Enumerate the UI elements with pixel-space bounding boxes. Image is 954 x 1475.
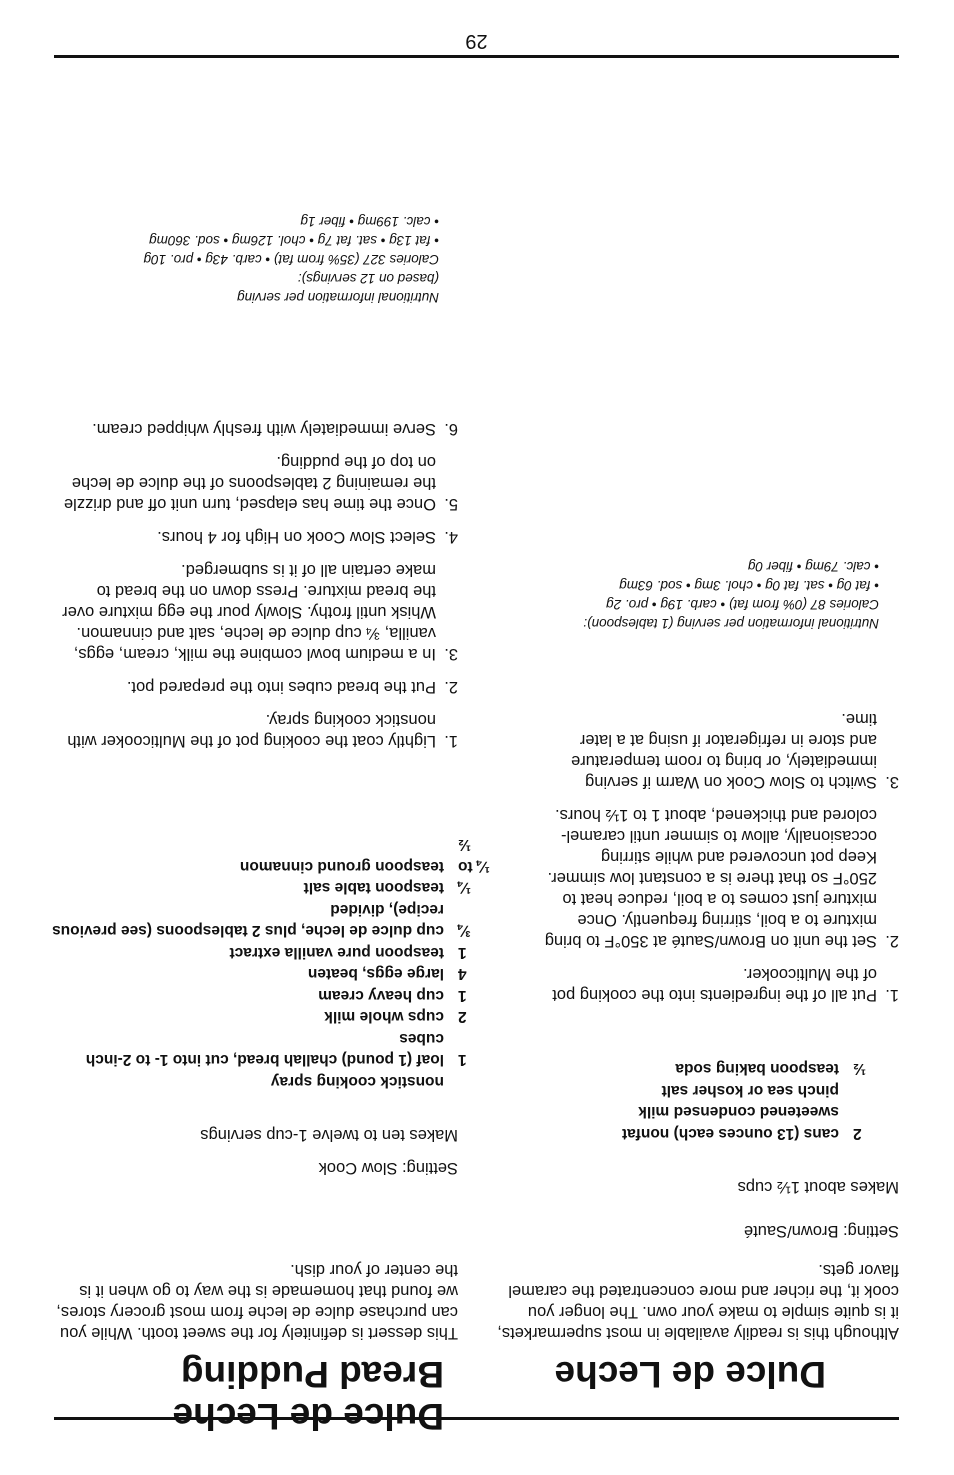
- ingredient-row: [49, 985, 504, 1007]
- step-number: 2.: [885, 932, 899, 950]
- step-item: [544, 708, 899, 792]
- ingredient-qty: [849, 1080, 899, 1102]
- ingredient-text: teaspoon table salt: [303, 879, 444, 897]
- nutrition-line: Nutritional information per serving: [237, 290, 439, 305]
- step-text: Lightly coat the cooking pot of the Multicooker with nonstick cooking spray.: [67, 711, 436, 750]
- ingredient-qty: 4: [458, 965, 467, 983]
- ingredient-qty: 1: [458, 1051, 467, 1069]
- step-text: Serve immediately with freshly whipped cream.: [92, 420, 436, 438]
- step-text: Once the time has elapsed, turn unit off and drizzle the remaining 2 tablespoons of the dulce de leche on top of the pudding.: [63, 453, 436, 513]
- ingredient-qty: 1: [458, 944, 467, 961]
- left-recipe-intro: Although this is readily available in most supermarkets, it is quite simple to make your own. The longer you cook it, the richer and more concentrated the caramel flavor gets.: [497, 1261, 899, 1342]
- step-item: [544, 963, 899, 1005]
- step-text: In a medium bowl combine the milk, cream, eggs, vanilla, ¾ cup dulce de leche, salt and cinnamon. Whisk until frothy. Slowly pour the egg mixture over the bread mixture. Press down on the bread to make certain all of it is submerged.: [62, 561, 436, 663]
- ingredient-row: [539, 1058, 899, 1080]
- step-number: 4.: [444, 528, 458, 546]
- step-number: 2.: [444, 678, 458, 696]
- right-nutrition-info: [59, 212, 439, 307]
- nutrition-line: Calories 87 (0% from fat) • carb. 19g • pro. 2g: [606, 597, 879, 612]
- left-recipe-title: Dulce de Leche: [554, 1354, 826, 1395]
- step-item: [53, 676, 458, 697]
- step-number: 6.: [444, 420, 458, 438]
- ingredient-qty: [454, 1071, 504, 1093]
- right-ingredient-list: [49, 834, 504, 1092]
- nutrition-line: • calc. 199mg • fiber 1g: [300, 214, 439, 229]
- ingredient-row: [49, 834, 504, 877]
- bottom-rule: [54, 55, 899, 58]
- left-ingredient-list: [539, 1058, 899, 1144]
- ingredient-text: loaf (1 pound) challah bread, cut into 1- to 2-inch cubes: [85, 1030, 444, 1069]
- nutrition-line: • calc. 79mg • fiber 0g: [747, 559, 879, 574]
- ingredient-qty: ½: [853, 1060, 866, 1078]
- ingredient-row: [49, 877, 504, 899]
- ingredient-text: cup heavy cream: [318, 987, 444, 1004]
- ingredient-qty: ¼: [458, 879, 471, 897]
- left-step-list: [544, 696, 899, 1005]
- step-number: 1.: [885, 986, 899, 1004]
- ingredient-qty: ¼ to ½: [458, 836, 490, 875]
- ingredient-qty: 2: [853, 1125, 862, 1142]
- nutrition-line: (based on 12 servings):: [297, 271, 439, 286]
- ingredient-text: pinch sea or kosher salt: [661, 1082, 839, 1099]
- ingredient-row: [49, 1071, 504, 1093]
- nutrition-line: Calories 327 (35% from fat) • carb. 43g • pro. 10g: [143, 252, 439, 267]
- ingredient-qty: 2: [458, 1008, 467, 1026]
- right-recipe-setting: Setting: Slow Cook: [318, 1159, 458, 1177]
- nutrition-line: • fat 0g • sat. fat 0g • chol. 3mg • sod. 63mg: [619, 578, 879, 593]
- step-item: [53, 451, 458, 514]
- step-number: 5.: [444, 495, 458, 513]
- step-number: 1.: [444, 732, 458, 750]
- step-number: 3.: [444, 645, 458, 663]
- ingredient-row: [49, 1006, 504, 1028]
- ingredient-qty: 1: [458, 987, 467, 1004]
- ingredient-text: cups whole milk: [324, 1008, 444, 1026]
- ingredient-row: [49, 963, 504, 985]
- ingredient-text: nonstick cooking spray: [270, 1073, 444, 1090]
- ingredient-text: teaspoon ground cinnamon: [239, 858, 444, 875]
- step-text: Put all of the ingredients into the cooking pot of the Multicooker.: [552, 965, 877, 1004]
- step-item: [53, 526, 458, 547]
- step-text: Select Slow Cook on High for 4 hours.: [157, 528, 436, 546]
- left-recipe-setting: Setting: Brown/Sauté: [743, 1222, 899, 1240]
- step-number: 3.: [885, 773, 899, 791]
- nutrition-line: • fat 13g • sat. fat 7g • chol. 126mg • sod. 360mg: [149, 233, 439, 248]
- step-text: Put the bread cubes into the prepared pot.: [126, 678, 436, 696]
- left-nutrition-info: [519, 557, 879, 633]
- ingredient-text: cans (13 ounces each) nonfat sweetened condensed milk: [621, 1103, 839, 1142]
- ingredient-row: [49, 942, 504, 964]
- page-number: 29: [465, 30, 488, 52]
- step-text: Set the unit on Brown/Sauté at 350°F to bring mixture to a boil, stirring frequently. Once mixture just comes to a boil, reduce heat to 250°F so that there is a constant low simmer. Keep pot uncovered and while stirring occasionally, allow to simmer until caramel-colored and thickened, about 1 to 1½ hours.: [544, 806, 877, 950]
- right-recipe-title: Dulce de Leche Bread Pudding: [172, 1354, 444, 1437]
- ingredient-text: teaspoon baking soda: [675, 1060, 839, 1078]
- nutrition-line: Nutritional information per serving (1 tablespoon):: [583, 616, 879, 631]
- ingredient-text: cup dulce de leche, plus 2 tablespoons (see previous recipe), divided: [52, 901, 444, 940]
- ingredient-row: [49, 1028, 504, 1071]
- step-text: Switch to Slow Cook on Warm if serving immediately, or bring to room temperature and store in refrigerator if using at a later time.: [571, 710, 877, 791]
- step-item: [53, 559, 458, 664]
- ingredient-qty: ¾: [458, 922, 471, 940]
- step-item: [544, 804, 899, 951]
- ingredient-row: [539, 1101, 899, 1144]
- right-recipe-yield: Makes ten to twelve 1-cup servings: [200, 1126, 458, 1144]
- ingredient-text: teaspoon pure vanilla extract: [229, 944, 444, 961]
- right-step-list: [53, 406, 458, 751]
- step-item: [53, 709, 458, 751]
- ingredient-row: [539, 1080, 899, 1102]
- ingredient-text: large eggs, beaten: [307, 965, 444, 983]
- left-recipe-yield: Makes about 1½ cups: [737, 1178, 899, 1196]
- ingredient-row: [49, 899, 504, 942]
- right-recipe-intro: This dessert is definitely for the sweet tooth. While you can purchase dulce de leche from most grocery stores, we found that homemade is the way to go when it is the center of your dish.: [56, 1261, 458, 1342]
- step-item: [53, 418, 458, 439]
